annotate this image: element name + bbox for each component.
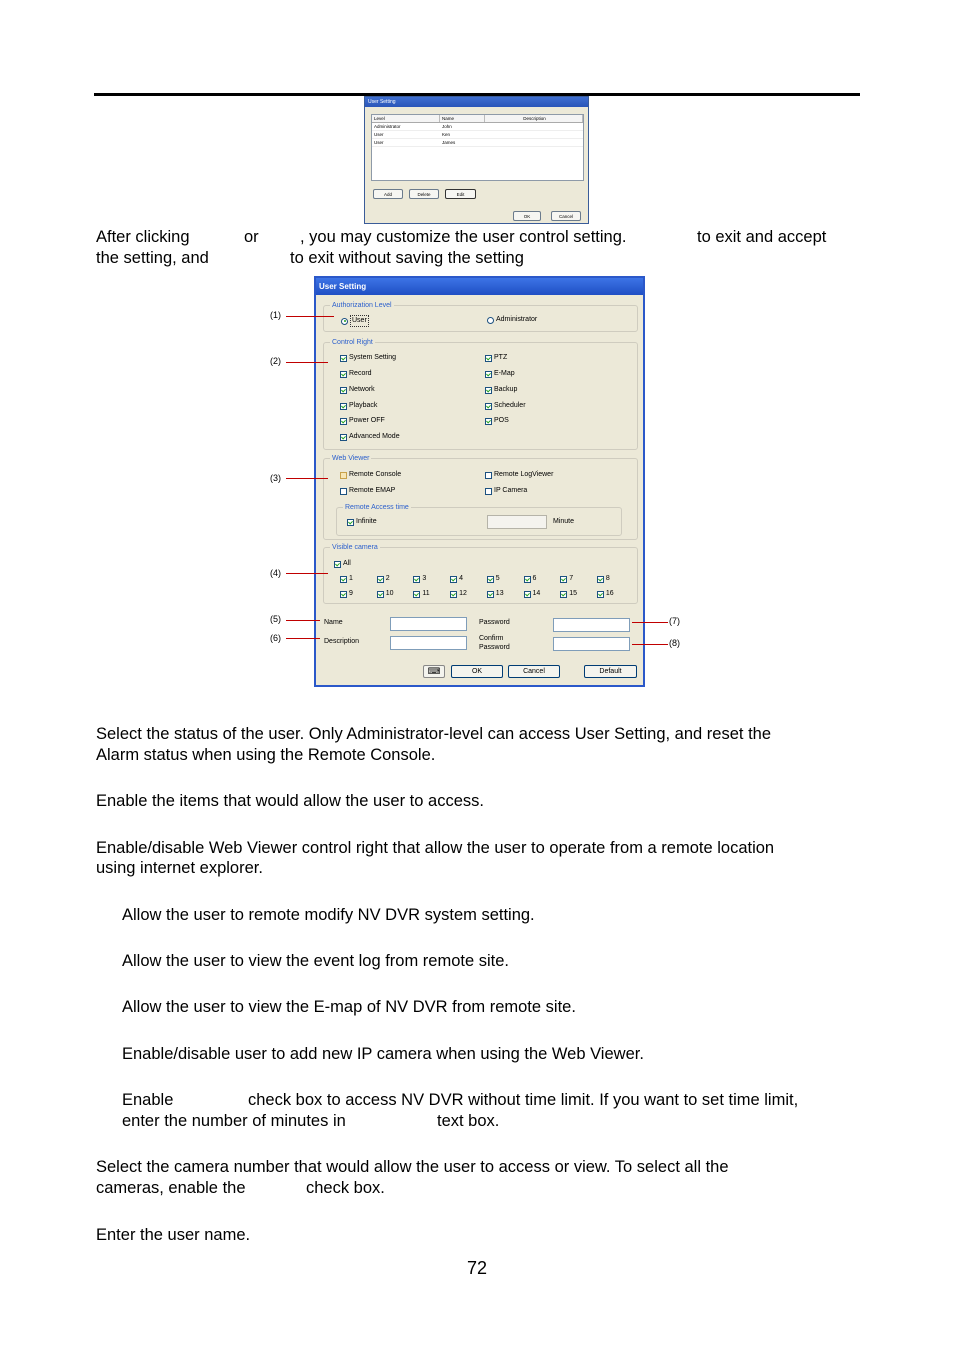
default-button[interactable]: Default [584, 665, 637, 678]
checkbox-checked-icon [340, 403, 347, 410]
confirm-password-label [479, 634, 510, 652]
checkbox-checked-icon [560, 576, 567, 583]
advanced-mode-checkbox[interactable] [340, 432, 400, 442]
checkbox-label: Scheduler [494, 402, 526, 409]
column-header-description[interactable]: Description [485, 115, 583, 122]
keyboard-icon: ⌨ [427, 666, 441, 676]
checkbox-label: Remote LogViewer [494, 471, 554, 478]
checkbox-checked-icon [450, 576, 457, 583]
checkbox-label: Remote Console [349, 471, 402, 478]
user-radio[interactable] [341, 315, 369, 327]
checkbox-checked-icon [485, 371, 492, 378]
camera-number-label: 12 [459, 590, 467, 597]
ptz-checkbox[interactable] [485, 353, 507, 363]
camera-number-label: 14 [532, 590, 541, 597]
camera-checkbox-9[interactable] [340, 589, 353, 599]
visible-camera-group [323, 544, 638, 604]
checkbox-label: Network [349, 386, 375, 393]
remote-console-checkbox[interactable] [340, 470, 401, 480]
camera-number-label: 11 [422, 590, 430, 597]
camera-checkbox-3[interactable] [413, 574, 426, 584]
checkbox-checked-icon [597, 591, 604, 598]
user-setting-window [314, 276, 645, 687]
system-setting-checkbox[interactable] [340, 353, 396, 363]
callout-2: (2) [270, 356, 281, 366]
checkbox-checked-icon [485, 387, 492, 394]
keyboard-button[interactable] [423, 665, 445, 678]
radio-selected-icon [341, 318, 348, 325]
checkbox-checked-icon [413, 576, 420, 583]
camera-checkbox-4[interactable] [450, 574, 463, 584]
callout-3-line [286, 478, 328, 479]
infinite-checkbox[interactable] [347, 517, 377, 527]
desc-remote-logviewer: Allow the user to view the event log from remote site. [122, 952, 510, 970]
user-list-view[interactable] [371, 114, 584, 181]
row-description [485, 139, 583, 146]
camera-checkbox-1[interactable] [340, 574, 353, 584]
callout-6: (6) [270, 633, 281, 643]
user-setting-title: User Setting [316, 278, 643, 295]
page-number: 72 [466, 1258, 488, 1278]
scheduler-checkbox[interactable] [485, 401, 526, 411]
authorization-level-group [323, 302, 638, 332]
ip-camera-checkbox[interactable] [485, 486, 527, 496]
camera-number-label: 15 [569, 590, 577, 597]
desc-visible-camera-2a: cameras, enable the [96, 1179, 246, 1197]
confirm-label-line2: Password [479, 644, 510, 651]
camera-checkbox-6[interactable] [524, 574, 537, 584]
password-label: Password [479, 619, 510, 626]
row-description [485, 123, 583, 130]
column-header-level[interactable]: Level [372, 115, 440, 122]
checkbox-label: System Setting [349, 354, 397, 361]
camera-checkbox-5[interactable] [487, 574, 500, 584]
user-list-title: User Setting [365, 97, 588, 107]
checkbox-checked-icon [560, 591, 567, 598]
checkbox-checked-icon [334, 561, 341, 568]
add-button[interactable]: Add [373, 189, 403, 199]
camera-number-label: 16 [605, 590, 614, 597]
power-off-checkbox[interactable] [340, 416, 385, 426]
checkbox-icon [485, 488, 492, 495]
camera-number-label: 8 [605, 575, 610, 582]
row-level: Administrator [374, 124, 401, 129]
camera-number-label: 13 [495, 590, 504, 597]
description-label: Description [324, 638, 360, 645]
checkbox-checked-icon [340, 434, 347, 441]
desc-access-time-a: Enable [122, 1091, 174, 1109]
table-row[interactable] [372, 131, 583, 139]
checkbox-checked-icon [340, 355, 347, 362]
camera-number-label: 6 [532, 575, 537, 582]
control-right-label: Control Right [332, 339, 373, 346]
row-level: User [374, 132, 384, 137]
network-checkbox[interactable] [340, 385, 375, 395]
camera-checkbox-16[interactable] [597, 589, 614, 599]
callout-2-line [286, 362, 328, 363]
checkbox-checked-icon [450, 591, 457, 598]
cancel-button[interactable]: Cancel [551, 211, 581, 221]
description-input[interactable] [390, 636, 467, 650]
checkbox-label: IP Camera [494, 487, 528, 494]
camera-checkbox-14[interactable] [524, 589, 541, 599]
camera-number-label: 4 [459, 575, 463, 582]
checkbox-checked-icon [340, 387, 347, 394]
minute-input[interactable] [487, 515, 547, 529]
column-header-name[interactable]: Name [440, 115, 485, 122]
checkbox-label: Remote EMAP [349, 487, 396, 494]
checkbox-icon [340, 472, 347, 479]
checkbox-checked-icon [340, 576, 347, 583]
checkbox-checked-icon [597, 576, 604, 583]
checkbox-label: Record [349, 370, 372, 377]
callout-5: (5) [270, 614, 281, 624]
camera-checkbox-10[interactable] [377, 589, 394, 599]
callout-4-line [286, 573, 328, 574]
intro-text-2b: to exit without saving the setting [290, 249, 524, 267]
name-input[interactable] [390, 617, 467, 631]
intro-text-2a: the setting, and [96, 249, 209, 267]
checkbox-label: E-Map [494, 370, 515, 377]
control-right-group [323, 339, 638, 450]
camera-number-label: 1 [349, 575, 353, 582]
callout-6-line [286, 638, 320, 639]
desc-control-right: Enable the items that would allow the user to access. [96, 792, 484, 810]
camera-checkbox-7[interactable] [560, 574, 573, 584]
callout-8: (8) [669, 638, 680, 648]
callout-7: (7) [669, 616, 680, 626]
table-row[interactable] [372, 139, 583, 147]
playback-checkbox[interactable] [340, 401, 377, 411]
desc-name: Enter the user name. [96, 1226, 251, 1244]
remote-logviewer-checkbox[interactable] [485, 470, 553, 480]
desc-visible-camera-2b: check box. [306, 1179, 385, 1197]
administrator-radio[interactable] [487, 315, 537, 325]
delete-button[interactable]: Delete [409, 189, 439, 199]
callout-8-line [632, 644, 668, 645]
intro-text-1c: , you may customize the user control setting. [300, 228, 627, 246]
checkbox-icon [340, 488, 347, 495]
desc-remote-emap: Allow the user to view the E-map of NV DVR from remote site. [122, 998, 576, 1016]
desc-authorization-2: Alarm status when using the Remote Console. [96, 746, 436, 764]
authorization-level-label: Authorization Level [332, 302, 392, 309]
administrator-radio-label: Administrator [496, 316, 538, 323]
user-list-header [372, 115, 583, 123]
all-cameras-checkbox[interactable] [334, 559, 351, 569]
checkbox-checked-icon [485, 403, 492, 410]
row-level: User [374, 140, 384, 145]
emap-checkbox[interactable] [485, 369, 515, 379]
callout-1-line [286, 316, 334, 317]
web-viewer-label: Web Viewer [332, 455, 370, 462]
intro-text-1b: or [244, 228, 259, 246]
backup-checkbox[interactable] [485, 385, 517, 395]
checkbox-label: PTZ [494, 354, 508, 361]
confirm-password-input[interactable] [553, 637, 630, 651]
remote-access-time-label: Remote Access time [345, 504, 409, 511]
desc-ip-camera: Enable/disable user to add new IP camera when using the Web Viewer. [122, 1045, 644, 1063]
camera-number-label: 7 [569, 575, 574, 582]
camera-checkbox-8[interactable] [597, 574, 610, 584]
radio-icon [487, 317, 494, 324]
checkbox-checked-icon [524, 576, 531, 583]
desc-web-viewer-1: Enable/disable Web Viewer control right that allow the user to operate from a remote location [96, 839, 775, 857]
checkbox-checked-icon [524, 591, 531, 598]
camera-number-label: 2 [385, 575, 390, 582]
checkbox-label: Power OFF [349, 417, 385, 424]
row-name: John [442, 124, 452, 129]
desc-visible-camera-1: Select the camera number that would allow the user to access or view. To select all the [96, 1158, 729, 1176]
checkbox-label: All [343, 560, 351, 567]
camera-number-label: 5 [495, 575, 500, 582]
visible-camera-label: Visible camera [332, 544, 378, 551]
name-label: Name [324, 619, 343, 626]
checkbox-label: Infinite [356, 518, 377, 525]
row-name: James [442, 140, 456, 145]
callout-3: (3) [270, 473, 281, 483]
row-name: Ken [442, 132, 451, 137]
ok-button[interactable]: OK [513, 211, 541, 221]
desc-access-time-b: check box to access NV DVR without time limit. If you want to set time limit, [248, 1091, 799, 1109]
desc-web-viewer-2: using internet explorer. [96, 859, 263, 877]
desc-access-time-c: enter the number of minutes in [122, 1112, 346, 1130]
camera-checkbox-15[interactable] [560, 589, 577, 599]
camera-checkbox-13[interactable] [487, 589, 504, 599]
remote-emap-checkbox[interactable] [340, 486, 395, 496]
table-row[interactable] [372, 123, 583, 131]
intro-text-1d: to exit and accept [697, 228, 827, 246]
desc-access-time-d: text box. [437, 1112, 500, 1130]
camera-checkbox-11[interactable] [413, 589, 429, 599]
camera-checkbox-2[interactable] [377, 574, 390, 584]
checkbox-label: Advanced Mode [349, 433, 400, 440]
ok-button[interactable]: OK [451, 665, 503, 678]
camera-number-label: 9 [349, 590, 353, 597]
record-checkbox[interactable] [340, 369, 372, 379]
desc-remote-console: Allow the user to remote modify NV DVR system setting. [122, 906, 535, 924]
checkbox-checked-icon [487, 576, 494, 583]
checkbox-checked-icon [487, 591, 494, 598]
callout-7-line [632, 622, 668, 623]
checkbox-label: POS [494, 417, 509, 424]
camera-checkbox-12[interactable] [450, 589, 467, 599]
checkbox-checked-icon [340, 418, 347, 425]
checkbox-checked-icon [340, 371, 347, 378]
checkbox-checked-icon [485, 355, 492, 362]
checkbox-checked-icon [340, 591, 347, 598]
callout-5-line [286, 620, 320, 621]
checkbox-checked-icon [347, 519, 354, 526]
checkbox-checked-icon [377, 591, 384, 598]
remote-access-time-group [336, 504, 622, 536]
user-radio-label: User [350, 315, 369, 327]
callout-4: (4) [270, 568, 281, 578]
camera-number-label: 10 [385, 590, 394, 597]
callout-1: (1) [270, 310, 281, 320]
checkbox-checked-icon [485, 418, 492, 425]
checkbox-checked-icon [413, 591, 420, 598]
camera-number-label: 3 [422, 575, 427, 582]
desc-authorization-1: Select the status of the user. Only Administrator-level can access User Setting, and reset the [96, 725, 772, 743]
confirm-label-line1: Confirm [479, 635, 504, 642]
checkbox-icon [485, 472, 492, 479]
minute-label: Minute [553, 518, 575, 525]
pos-checkbox[interactable] [485, 416, 509, 426]
intro-text-1a: After clicking [96, 228, 190, 246]
edit-button[interactable]: Edit [445, 189, 476, 199]
checkbox-label: Backup [494, 386, 518, 393]
row-description [485, 131, 583, 138]
checkbox-checked-icon [377, 576, 384, 583]
cancel-button[interactable]: Cancel [508, 665, 560, 678]
password-input[interactable] [553, 618, 630, 632]
user-list-window [364, 96, 589, 224]
web-viewer-group [323, 455, 638, 540]
checkbox-label: Playback [349, 402, 378, 409]
